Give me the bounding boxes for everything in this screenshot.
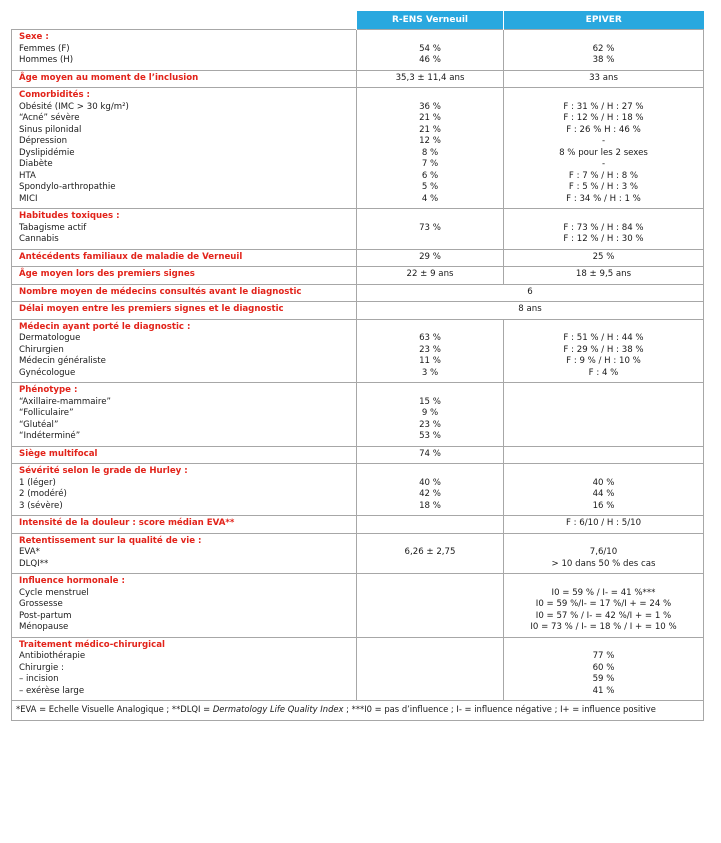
section-title: Âge moyen au moment de l’inclusion [19,72,199,83]
value-text: 35,3 ± 11,4 ans [395,72,465,83]
table-row [12,446,704,464]
table-row [12,209,704,250]
value-text: 44 % [592,489,615,499]
row-item-label: Obésité (IMC > 30 kg/m²) [19,101,129,112]
section-title: Nombre moyen de médecins consultés avant le diagnostic [19,286,302,297]
value-text: > 10 dans 50 % des cas [551,558,656,569]
row-label-cell [12,574,357,638]
value-text [357,611,503,623]
value-text [357,234,503,246]
spacer [504,576,703,588]
comparison-table-container [11,11,703,721]
value-text: 6,26 ± 2,75 [404,547,456,557]
value-text [504,408,703,420]
rens-verneuil-value-cell [357,464,504,516]
value-text [357,663,503,675]
value-text: 73 % [419,222,441,233]
value-text: 15 % [419,396,441,407]
value-text: F : 51 % / H : 44 % [563,333,644,343]
value-text: 23 % [419,344,441,355]
value-text: I0 = 73 % / I- = 18 % / I + = 10 % [530,622,677,632]
footnote-text-a: *EVA = Echelle Visuelle Analogique ; **DLQI = [16,704,213,714]
value-text: 60 % [592,662,615,673]
spacer [357,576,503,588]
spacer [357,385,503,397]
row-item-label: Ménopause [19,622,69,632]
row-label-cell [12,302,357,320]
section-title: Traitement médico-chirurgical [19,639,165,650]
section-title: Sévérité selon le grade de Hurley : [19,466,188,476]
row-item-label: Femmes (F) [19,43,70,54]
section-title: Sexe : [19,32,49,42]
value-text: 4 % [421,193,439,204]
table-row [12,302,704,320]
row-item-label: “Acné” sévère [19,113,80,123]
value-text: 7 % [421,159,439,169]
table-row [12,267,704,285]
value-text: 9 % [421,408,439,418]
value-text: I0 = 59 %/I- = 17 %/I + = 24 % [535,599,672,609]
table-row [12,574,704,638]
epiver-value-cell [504,267,704,285]
spacer [357,640,503,652]
value-text: 29 % [419,251,441,262]
row-item-label: Diabète [19,159,53,169]
value-text: 11 % [419,356,441,366]
value-text [357,588,503,600]
value-text: F : 73 % / H : 84 % [563,222,644,233]
row-label-cell [12,70,357,88]
row-label-cell [12,30,357,71]
footnote-text-italic: Dermatology Life Quality Index [212,704,344,714]
row-item-label: “Indéterminé” [19,431,81,441]
table-body [12,30,704,721]
rens-verneuil-value-cell [357,70,504,88]
spacer [504,322,703,334]
row-label-cell [12,464,357,516]
comparison-table [11,11,704,721]
row-item-label: Hommes (H) [19,55,74,65]
value-text: 8 % pour les 2 sexes [559,147,648,158]
row-item-label: Cycle menstruel [19,587,89,598]
header-rens-verneuil: R-ENS Verneuil [357,11,504,30]
rens-verneuil-value-cell [357,533,504,574]
value-text: 16 % [592,500,615,511]
row-item-label: MICI [19,193,38,204]
section-title: Âge moyen lors des premiers signes [19,269,195,279]
section-title: Médecin ayant porté le diagnostic : [19,321,191,332]
row-item-label: Grossesse [19,599,63,609]
section-title: Siège multifocal [19,448,98,459]
row-item-label: Tabagisme actif [19,222,87,233]
table-row [12,284,704,302]
spacer [357,211,503,223]
section-title: Antécédents familiaux de maladie de Verneuil [19,251,243,262]
row-item-label: Dermatologue [19,333,81,343]
row-item-label: “Axillaire-mammaire” [19,396,111,407]
value-text: 23 % [419,419,441,430]
row-label-cell [12,249,357,267]
spacer [504,640,703,652]
spacer [357,32,503,44]
table-row [12,249,704,267]
table-row [12,637,704,701]
value-text: 25 % [592,251,615,262]
epiver-value-cell [504,516,704,534]
table-row [12,70,704,88]
value-text: 21 % [419,124,441,135]
value-text: 12 % [419,136,441,146]
value-text: F : 9 % / H : 10 % [566,356,641,366]
rens-verneuil-value-cell [357,319,504,383]
epiver-value-cell [504,249,704,267]
section-title: Intensité de la douleur : score médian EVA** [19,518,235,528]
value-text: 36 % [419,101,441,112]
value-text: 54 % [419,43,441,54]
value-text: I0 = 57 % / I- = 42 %/I + = 1 % [535,610,672,621]
epiver-value-cell [504,464,704,516]
value-text: 77 % [592,651,615,661]
section-title: Comorbidités : [19,90,90,100]
epiver-value-cell [504,574,704,638]
row-item-label: – exérèse large [19,685,85,696]
spacer [504,90,703,102]
value-text: 41 % [592,685,615,696]
spacer [504,211,703,223]
rens-verneuil-value-cell [357,88,504,209]
value-text: F : 12 % / H : 18 % [563,113,644,123]
merged-value-cell [357,302,704,320]
row-item-label: Spondylo-arthropathie [19,182,116,192]
table-header-row [12,11,704,30]
row-item-label: Dyslipidémie [19,147,75,158]
table-row [12,533,704,574]
spacer [504,32,703,44]
row-item-label: Sinus pilonidal [19,124,82,135]
value-text: 5 % [421,182,439,192]
spacer [504,536,703,548]
value-text: 62 % [592,43,615,54]
value-text: I0 = 59 % / I- = 41 %*** [551,587,656,598]
section-title: Habitudes toxiques : [19,211,120,221]
epiver-value-cell [504,637,704,701]
row-item-label: 3 (sévère) [19,500,63,511]
row-item-label: “Folliculaire” [19,408,74,418]
row-item-label: HTA [19,170,36,181]
rens-verneuil-value-cell [357,383,504,447]
rens-verneuil-value-cell [357,516,504,534]
value-text: F : 12 % / H : 30 % [563,234,644,244]
value-text: F : 31 % / H : 27 % [563,101,644,112]
header-epiver: EPIVER [504,11,704,30]
section-title: Influence hormonale : [19,576,125,586]
value-text: 22 ± 9 ans [406,269,454,279]
value-text: F : 5 % / H : 3 % [568,182,639,192]
footnote-row [12,701,704,721]
row-label-cell [12,88,357,209]
spacer [357,90,503,102]
value-text: F : 29 % / H : 38 % [563,344,644,355]
value-text: 46 % [419,55,441,65]
row-item-label: Chirurgie : [19,662,64,673]
row-item-label: EVA* [19,547,40,557]
row-item-label: Dépression [19,136,68,146]
value-text: 40 % [592,477,615,488]
row-label-cell [12,209,357,250]
epiver-value-cell [504,209,704,250]
rens-verneuil-value-cell [357,249,504,267]
epiver-value-cell [504,383,704,447]
value-text: F : 4 % [588,367,619,378]
value-text [504,397,703,409]
table-row [12,383,704,447]
value-text: F : 7 % / H : 8 % [568,170,639,181]
value-text: 3 % [421,367,439,378]
section-title: Phénotype : [19,385,78,395]
row-item-label: “Glutéal” [19,419,59,430]
value-text: 33 ans [589,72,618,83]
value-text: 8 % [421,147,439,158]
spacer [357,536,503,548]
section-title: Retentissement sur la qualité de vie : [19,535,202,546]
value-text: F : 34 % / H : 1 % [566,193,641,204]
row-item-label: Médecin généraliste [19,356,106,366]
row-label-cell [12,533,357,574]
value-text: 63 % [419,333,441,343]
epiver-value-cell [504,446,704,464]
footnote [12,701,704,721]
row-item-label: Antibiothérapie [19,651,86,661]
value-text [357,622,503,634]
row-label-cell [12,637,357,701]
rens-verneuil-value-cell [357,267,504,285]
value-text [357,686,503,698]
value-text: F : 6/10 / H : 5/10 [565,518,642,528]
section-title: Délai moyen entre les premiers signes et le diagnostic [19,304,284,314]
table-row [12,88,704,209]
value-text: 38 % [592,55,615,65]
spacer [504,466,703,478]
value-text: 42 % [419,489,441,499]
value-text [504,449,703,461]
value-text: 59 % [592,674,615,684]
row-item-label: Post-partum [19,610,72,621]
rens-verneuil-value-cell [357,574,504,638]
table-row [12,319,704,383]
value-text: - [601,136,606,146]
table-row [12,516,704,534]
spacer [357,466,503,478]
value-text: F : 26 % H : 46 % [566,124,641,135]
footnote-text-c: ; ***I0 = pas d’influence ; I- = influence négative ; I+ = influence positive [343,704,656,714]
value-text: 6 [527,286,533,297]
value-text: 74 % [419,448,441,459]
value-text [357,674,503,686]
header-blank-cell [12,11,357,30]
row-item-label: DLQI** [19,558,49,569]
row-label-cell [12,284,357,302]
row-item-label: – incision [19,674,59,684]
epiver-value-cell [504,70,704,88]
value-text: 6 % [421,170,439,181]
epiver-value-cell [504,319,704,383]
value-text: 53 % [419,431,441,441]
table-row [12,30,704,71]
value-text: - [601,159,606,169]
row-item-label: 2 (modéré) [19,489,67,499]
row-item-label: Chirurgien [19,344,64,355]
value-text [504,431,703,443]
row-label-cell [12,516,357,534]
value-text: 21 % [419,113,441,123]
row-label-cell [12,267,357,285]
rens-verneuil-value-cell [357,209,504,250]
value-text [357,599,503,611]
value-text [357,518,503,530]
row-item-label: Cannabis [19,234,59,244]
rens-verneuil-value-cell [357,30,504,71]
rens-verneuil-value-cell [357,637,504,701]
value-text: 18 ± 9,5 ans [575,269,632,279]
value-text: 18 % [419,500,441,511]
value-text [504,420,703,432]
row-item-label: Gynécologue [19,367,76,378]
epiver-value-cell [504,30,704,71]
spacer [504,385,703,397]
value-text: 40 % [419,477,441,488]
row-label-cell [12,383,357,447]
row-label-cell [12,446,357,464]
row-label-cell [12,319,357,383]
spacer [357,322,503,334]
epiver-value-cell [504,533,704,574]
rens-verneuil-value-cell [357,446,504,464]
value-text [357,651,503,663]
value-text: 8 ans [518,304,542,314]
value-text: 7,6/10 [589,547,618,557]
value-text [357,559,503,571]
merged-value-cell [357,284,704,302]
table-row [12,464,704,516]
epiver-value-cell [504,88,704,209]
row-item-label: 1 (léger) [19,477,56,488]
